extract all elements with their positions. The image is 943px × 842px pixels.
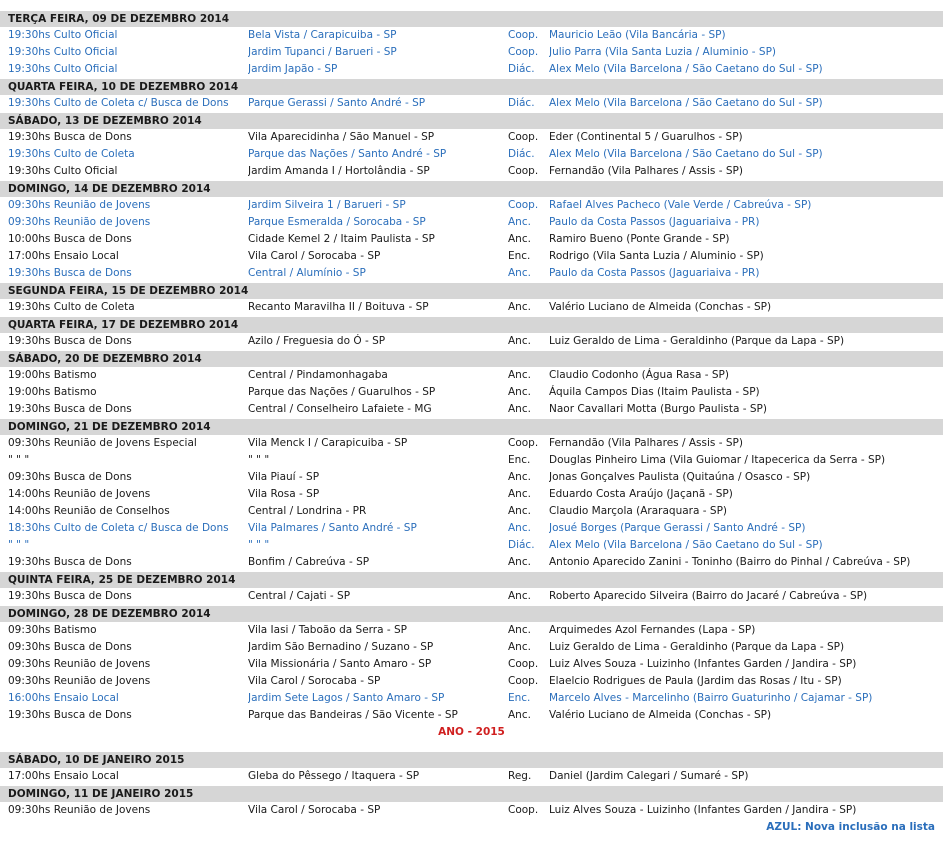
minister-name: Daniel (Jardim Calegari / Sumaré - SP) bbox=[549, 770, 749, 782]
schedule-row bbox=[0, 486, 943, 503]
event-location: " " " bbox=[248, 454, 270, 466]
minister-role: Coop. bbox=[508, 165, 539, 177]
event-location: Jardim Sete Lagos / Santo Amaro - SP bbox=[248, 692, 445, 704]
schedule-row bbox=[0, 384, 943, 401]
event-location: Vila Iasi / Taboão da Serra - SP bbox=[248, 624, 407, 636]
minister-name: Jonas Gonçalves Paulista (Quitaúna / Osasco - SP) bbox=[549, 471, 811, 483]
date-header: SÁBADO, 13 DE DEZEMBRO 2014 bbox=[0, 112, 943, 129]
date-header: DOMINGO, 21 DE DEZEMBRO 2014 bbox=[0, 418, 943, 435]
schedule-row bbox=[0, 299, 943, 316]
schedule-row bbox=[0, 44, 943, 61]
date-header: DOMINGO, 28 DE DEZEMBRO 2014 bbox=[0, 605, 943, 622]
minister-name: Claudio Codonho (Água Rasa - SP) bbox=[549, 369, 729, 381]
date-header: SÁBADO, 20 DE DEZEMBRO 2014 bbox=[0, 350, 943, 367]
schedule-row bbox=[0, 61, 943, 78]
event-time-type: 19:00hs Batismo bbox=[8, 386, 97, 398]
event-location: Vila Carol / Sorocaba - SP bbox=[248, 804, 381, 816]
date-header: QUARTA FEIRA, 17 DE DEZEMBRO 2014 bbox=[0, 316, 943, 333]
schedule-row bbox=[0, 588, 943, 605]
minister-name: Arquimedes Azol Fernandes (Lapa - SP) bbox=[549, 624, 756, 636]
minister-role: Anc. bbox=[508, 233, 531, 245]
event-time-type: 19:30hs Busca de Dons bbox=[8, 403, 132, 415]
spacer bbox=[0, 741, 943, 751]
minister-name: Alex Melo (Vila Barcelona / São Caetano do Sul - SP) bbox=[549, 148, 823, 160]
event-time-type: 09:30hs Busca de Dons bbox=[8, 471, 132, 483]
minister-name: Luiz Alves Souza - Luizinho (Infantes Garden / Jandira - SP) bbox=[549, 804, 857, 816]
schedule-row bbox=[0, 27, 943, 44]
event-time-type: 19:30hs Culto Oficial bbox=[8, 165, 118, 177]
minister-name: Alex Melo (Vila Barcelona / São Caetano do Sul - SP) bbox=[549, 97, 823, 109]
minister-role: Coop. bbox=[508, 199, 539, 211]
event-time-type: 14:00hs Reunião de Jovens bbox=[8, 488, 151, 500]
event-location: Vila Menck I / Carapicuiba - SP bbox=[248, 437, 408, 449]
legend-note: AZUL: Nova inclusão na lista bbox=[766, 821, 935, 833]
minister-name: Naor Cavallari Motta (Burgo Paulista - SP) bbox=[549, 403, 767, 415]
event-time-type: 09:30hs Reunião de Jovens bbox=[8, 658, 151, 670]
schedule-row bbox=[0, 520, 943, 537]
date-header: DOMINGO, 14 DE DEZEMBRO 2014 bbox=[0, 180, 943, 197]
minister-name: Paulo da Costa Passos (Jaguariaiva - PR) bbox=[549, 267, 760, 279]
year-label: ANO - 2015 bbox=[438, 726, 505, 738]
event-location: Central / Pindamonhagaba bbox=[248, 369, 388, 381]
event-location: Vila Rosa - SP bbox=[248, 488, 320, 500]
date-header: SÁBADO, 10 DE JANEIRO 2015 bbox=[0, 751, 943, 768]
event-time-type: 10:00hs Busca de Dons bbox=[8, 233, 132, 245]
event-time-type: 19:30hs Culto de Coleta c/ Busca de Dons bbox=[8, 97, 229, 109]
minister-name: Josué Borges (Parque Gerassi / Santo André - SP) bbox=[549, 522, 806, 534]
minister-name: Alex Melo (Vila Barcelona / São Caetano do Sul - SP) bbox=[549, 539, 823, 551]
event-location: Parque Gerassi / Santo André - SP bbox=[248, 97, 426, 109]
event-time-type: 09:30hs Reunião de Jovens bbox=[8, 199, 151, 211]
event-location: Central / Conselheiro Lafaiete - MG bbox=[248, 403, 432, 415]
year-divider bbox=[0, 724, 943, 741]
event-location: Jardim Japão - SP bbox=[248, 63, 338, 75]
date-header: QUARTA FEIRA, 10 DE DEZEMBRO 2014 bbox=[0, 78, 943, 95]
minister-role: Reg. bbox=[508, 770, 532, 782]
event-time-type: 19:30hs Culto de Coleta bbox=[8, 301, 135, 313]
event-time-type: 09:30hs Reunião de Jovens bbox=[8, 804, 151, 816]
minister-role: Anc. bbox=[508, 624, 531, 636]
event-location: Central / Cajati - SP bbox=[248, 590, 351, 602]
date-header: SEGUNDA FEIRA, 15 DE DEZEMBRO 2014 bbox=[0, 282, 943, 299]
schedule-row bbox=[0, 197, 943, 214]
minister-role: Anc. bbox=[508, 556, 531, 568]
event-location: Vila Aparecidinha / São Manuel - SP bbox=[248, 131, 435, 143]
event-time-type: 09:30hs Batismo bbox=[8, 624, 97, 636]
minister-role: Anc. bbox=[508, 301, 531, 313]
schedule-row bbox=[0, 163, 943, 180]
schedule-row bbox=[0, 129, 943, 146]
minister-role: Anc. bbox=[508, 267, 531, 279]
minister-role: Anc. bbox=[508, 488, 531, 500]
minister-role: Anc. bbox=[508, 335, 531, 347]
event-time-type: 19:30hs Busca de Dons bbox=[8, 556, 132, 568]
minister-role: Coop. bbox=[508, 658, 539, 670]
schedule-row bbox=[0, 656, 943, 673]
event-location: Jardim São Bernadino / Suzano - SP bbox=[248, 641, 434, 653]
event-time-type: 19:30hs Busca de Dons bbox=[8, 590, 132, 602]
minister-name: Fernandão (Vila Palhares / Assis - SP) bbox=[549, 437, 743, 449]
event-time-type: " " " bbox=[8, 454, 30, 466]
minister-role: Coop. bbox=[508, 131, 539, 143]
minister-name: Antonio Aparecido Zanini - Toninho (Bairro do Pinhal / Cabreúva - SP) bbox=[549, 556, 911, 568]
event-time-type: 09:30hs Busca de Dons bbox=[8, 641, 132, 653]
schedule-row bbox=[0, 265, 943, 282]
minister-name: Áquila Campos Dias (Itaim Paulista - SP) bbox=[549, 386, 760, 398]
minister-name: Julio Parra (Vila Santa Luzia / Aluminio - SP) bbox=[549, 46, 777, 58]
event-location: Central / Londrina - PR bbox=[248, 505, 367, 517]
minister-role: Coop. bbox=[508, 437, 539, 449]
event-location: Bonfim / Cabreúva - SP bbox=[248, 556, 370, 568]
schedule-row bbox=[0, 452, 943, 469]
minister-name: Roberto Aparecido Silveira (Bairro do Jacaré / Cabreúva - SP) bbox=[549, 590, 868, 602]
schedule-row bbox=[0, 639, 943, 656]
minister-role: Diác. bbox=[508, 148, 535, 160]
event-time-type: " " " bbox=[8, 539, 30, 551]
schedule-row bbox=[0, 95, 943, 112]
minister-role: Coop. bbox=[508, 29, 539, 41]
event-location: Vila Piauí - SP bbox=[248, 471, 320, 483]
event-time-type: 19:30hs Culto Oficial bbox=[8, 63, 118, 75]
event-location: " " " bbox=[248, 539, 270, 551]
minister-role: Enc. bbox=[508, 250, 531, 262]
event-time-type: 16:00hs Ensaio Local bbox=[8, 692, 119, 704]
schedule-row bbox=[0, 469, 943, 486]
event-time-type: 17:00hs Ensaio Local bbox=[8, 250, 119, 262]
minister-name: Eduardo Costa Araújo (Jaçanã - SP) bbox=[549, 488, 733, 500]
minister-role: Anc. bbox=[508, 522, 531, 534]
minister-role: Diác. bbox=[508, 539, 535, 551]
event-location: Parque das Nações / Santo André - SP bbox=[248, 148, 447, 160]
event-time-type: 19:30hs Busca de Dons bbox=[8, 267, 132, 279]
minister-name: Alex Melo (Vila Barcelona / São Caetano do Sul - SP) bbox=[549, 63, 823, 75]
minister-role: Anc. bbox=[508, 216, 531, 228]
schedule-row bbox=[0, 333, 943, 350]
minister-role: Coop. bbox=[508, 804, 539, 816]
event-time-type: 09:30hs Reunião de Jovens bbox=[8, 675, 151, 687]
event-location: Cidade Kemel 2 / Itaim Paulista - SP bbox=[248, 233, 435, 245]
minister-role: Anc. bbox=[508, 709, 531, 721]
schedule-row bbox=[0, 435, 943, 452]
schedule-row bbox=[0, 503, 943, 520]
event-location: Vila Palmares / Santo André - SP bbox=[248, 522, 417, 534]
date-header: DOMINGO, 11 DE JANEIRO 2015 bbox=[0, 785, 943, 802]
minister-name: Douglas Pinheiro Lima (Vila Guiomar / Itapecerica da Serra - SP) bbox=[549, 454, 886, 466]
minister-role: Diác. bbox=[508, 63, 535, 75]
schedule-row bbox=[0, 214, 943, 231]
schedule-row bbox=[0, 231, 943, 248]
schedule-row bbox=[0, 673, 943, 690]
event-location: Jardim Amanda I / Hortolândia - SP bbox=[248, 165, 430, 177]
event-time-type: 09:30hs Reunião de Jovens bbox=[8, 216, 151, 228]
schedule-row bbox=[0, 802, 943, 819]
schedule-row bbox=[0, 401, 943, 418]
schedule-row bbox=[0, 537, 943, 554]
minister-role: Anc. bbox=[508, 505, 531, 517]
schedule-row bbox=[0, 146, 943, 163]
minister-name: Rodrigo (Vila Santa Luzia / Aluminio - SP) bbox=[549, 250, 764, 262]
minister-name: Elaelcio Rodrigues de Paula (Jardim das Rosas / Itu - SP) bbox=[549, 675, 842, 687]
minister-name: Eder (Continental 5 / Guarulhos - SP) bbox=[549, 131, 743, 143]
event-location: Bela Vista / Carapicuiba - SP bbox=[248, 29, 397, 41]
minister-name: Luiz Geraldo de Lima - Geraldinho (Parque da Lapa - SP) bbox=[549, 335, 845, 347]
event-location: Vila Missionária / Santo Amaro - SP bbox=[248, 658, 432, 670]
event-location: Jardim Tupanci / Barueri - SP bbox=[248, 46, 397, 58]
minister-name: Rafael Alves Pacheco (Vale Verde / Cabreúva - SP) bbox=[549, 199, 812, 211]
minister-name: Luiz Geraldo de Lima - Geraldinho (Parque da Lapa - SP) bbox=[549, 641, 845, 653]
minister-role: Anc. bbox=[508, 641, 531, 653]
minister-role: Coop. bbox=[508, 675, 539, 687]
date-header: TERÇA FEIRA, 09 DE DEZEMBRO 2014 bbox=[0, 10, 943, 27]
minister-role: Anc. bbox=[508, 471, 531, 483]
minister-name: Paulo da Costa Passos (Jaguariaiva - PR) bbox=[549, 216, 760, 228]
event-location: Jardim Silveira 1 / Barueri - SP bbox=[248, 199, 406, 211]
schedule-row bbox=[0, 554, 943, 571]
event-time-type: 19:30hs Culto Oficial bbox=[8, 46, 118, 58]
event-time-type: 19:30hs Busca de Dons bbox=[8, 131, 132, 143]
event-location: Gleba do Pêssego / Itaquera - SP bbox=[248, 770, 420, 782]
event-time-type: 19:00hs Batismo bbox=[8, 369, 97, 381]
event-time-type: 09:30hs Reunião de Jovens Especial bbox=[8, 437, 197, 449]
event-location: Recanto Maravilha II / Boituva - SP bbox=[248, 301, 429, 313]
minister-role: Anc. bbox=[508, 403, 531, 415]
schedule-row bbox=[0, 768, 943, 785]
event-location: Azilo / Freguesia do Ó - SP bbox=[248, 335, 386, 347]
minister-name: Valério Luciano de Almeida (Conchas - SP) bbox=[549, 709, 772, 721]
event-location: Central / Alumínio - SP bbox=[248, 267, 366, 279]
schedule-row bbox=[0, 248, 943, 265]
minister-role: Diác. bbox=[508, 97, 535, 109]
event-time-type: 19:30hs Busca de Dons bbox=[8, 335, 132, 347]
event-location: Parque das Bandeiras / São Vicente - SP bbox=[248, 709, 458, 721]
minister-role: Anc. bbox=[508, 590, 531, 602]
minister-name: Mauricio Leão (Vila Bancária - SP) bbox=[549, 29, 726, 41]
minister-name: Marcelo Alves - Marcelinho (Bairro Guaturinho / Cajamar - SP) bbox=[549, 692, 873, 704]
event-time-type: 19:30hs Busca de Dons bbox=[8, 709, 132, 721]
minister-name: Valério Luciano de Almeida (Conchas - SP) bbox=[549, 301, 772, 313]
minister-role: Enc. bbox=[508, 692, 531, 704]
minister-name: Fernandão (Vila Palhares / Assis - SP) bbox=[549, 165, 743, 177]
event-time-type: 14:00hs Reunião de Conselhos bbox=[8, 505, 170, 517]
event-time-type: 19:30hs Culto Oficial bbox=[8, 29, 118, 41]
minister-name: Ramiro Bueno (Ponte Grande - SP) bbox=[549, 233, 730, 245]
schedule-row bbox=[0, 367, 943, 384]
minister-name: Claudio Marçola (Araraquara - SP) bbox=[549, 505, 727, 517]
date-header: QUINTA FEIRA, 25 DE DEZEMBRO 2014 bbox=[0, 571, 943, 588]
event-location: Vila Carol / Sorocaba - SP bbox=[248, 250, 381, 262]
schedule-row bbox=[0, 707, 943, 724]
event-time-type: 19:30hs Culto de Coleta bbox=[8, 148, 135, 160]
event-time-type: 17:00hs Ensaio Local bbox=[8, 770, 119, 782]
schedule-row bbox=[0, 690, 943, 707]
minister-name: Luiz Alves Souza - Luizinho (Infantes Garden / Jandira - SP) bbox=[549, 658, 857, 670]
minister-role: Enc. bbox=[508, 454, 531, 466]
minister-role: Anc. bbox=[508, 369, 531, 381]
schedule-row bbox=[0, 622, 943, 639]
event-location: Vila Carol / Sorocaba - SP bbox=[248, 675, 381, 687]
event-time-type: 18:30hs Culto de Coleta c/ Busca de Dons bbox=[8, 522, 229, 534]
event-location: Parque Esmeralda / Sorocaba - SP bbox=[248, 216, 426, 228]
event-location: Parque das Nações / Guarulhos - SP bbox=[248, 386, 436, 398]
minister-role: Coop. bbox=[508, 46, 539, 58]
minister-role: Anc. bbox=[508, 386, 531, 398]
